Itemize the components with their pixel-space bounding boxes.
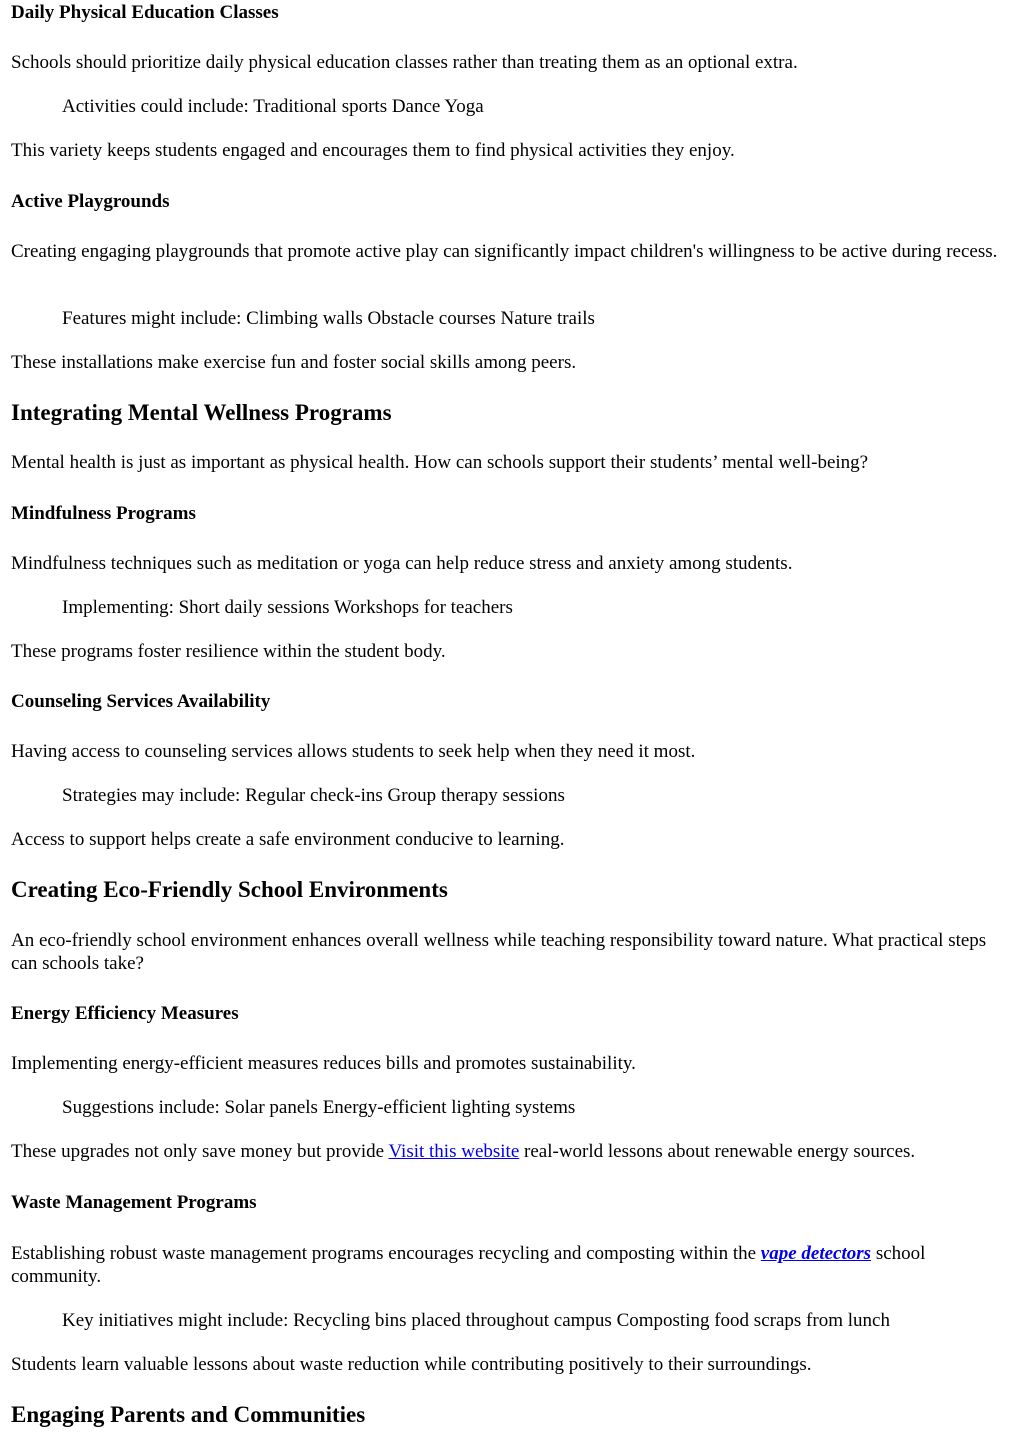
list-waste-initiatives: Key initiatives might include: Recycling bins placed throughout campus Composting food scraps from lunch xyxy=(62,1310,890,1331)
paragraph-waste-outro: Students learn valuable lessons about waste reduction while contributing positively to their surroundings. xyxy=(11,1354,812,1375)
heading-mental-wellness: Integrating Mental Wellness Programs xyxy=(11,400,392,425)
waste-intro-before: Establishing robust waste management programs encourages recycling and composting within the xyxy=(11,1243,761,1264)
heading-eco-friendly: Creating Eco-Friendly School Environments xyxy=(11,877,448,902)
paragraph-eco-intro: An eco-friendly school environment enhances overall wellness while teaching responsibility toward nature. What practical steps can schools take? xyxy=(11,930,987,974)
waste-intro-after: school community. xyxy=(11,1243,926,1287)
list-mindfulness-implementing: Implementing: Short daily sessions Workshops for teachers xyxy=(62,597,513,618)
list-playground-features: Features might include: Climbing walls Obstacle courses Nature trails xyxy=(62,308,595,329)
heading-daily-pe: Daily Physical Education Classes xyxy=(11,2,279,23)
energy-outro-after: real-world lessons about renewable energy sources. xyxy=(519,1141,916,1162)
paragraph-counseling-outro: Access to support helps create a safe environment conducive to learning. xyxy=(11,829,565,850)
heading-waste-management: Waste Management Programs xyxy=(11,1192,257,1213)
paragraph-daily-pe-intro: Schools should prioritize daily physical education classes rather than treating them as an optional extra. xyxy=(11,52,798,73)
heading-active-playgrounds: Active Playgrounds xyxy=(11,191,170,212)
list-energy-suggestions: Suggestions include: Solar panels Energy-efficient lighting systems xyxy=(62,1097,576,1118)
energy-outro-before: These upgrades not only save money but provide xyxy=(11,1141,389,1162)
visit-website-link[interactable]: Visit this website xyxy=(388,1141,520,1162)
heading-energy-efficiency: Energy Efficiency Measures xyxy=(11,1003,239,1024)
paragraph-playgrounds-intro: Creating engaging playgrounds that promote active play can significantly impact children's willingness to be active during recess. xyxy=(11,241,998,262)
paragraph-mindfulness-outro: These programs foster resilience within the student body. xyxy=(11,641,446,662)
paragraph-waste-intro xyxy=(11,1242,1011,1288)
paragraph-playgrounds-outro: These installations make exercise fun and foster social skills among peers. xyxy=(11,352,577,373)
paragraph-daily-pe-outro: This variety keeps students engaged and encourages them to find physical activities they enjoy. xyxy=(11,140,735,161)
paragraph-energy-outro xyxy=(11,1140,1011,1163)
paragraph-counseling-intro: Having access to counseling services allows students to seek help when they need it most. xyxy=(11,741,696,762)
heading-mindfulness: Mindfulness Programs xyxy=(11,503,196,524)
paragraph-mental-intro: Mental health is just as important as physical health. How can schools support their students’ mental well-being? xyxy=(11,452,869,473)
paragraph-energy-intro: Implementing energy-efficient measures reduces bills and promotes sustainability. xyxy=(11,1053,636,1074)
paragraph-mindfulness-intro: Mindfulness techniques such as meditation or yoga can help reduce stress and anxiety among students. xyxy=(11,553,793,574)
vape-detectors-link[interactable]: vape detectors xyxy=(760,1243,872,1264)
heading-counseling: Counseling Services Availability xyxy=(11,691,271,712)
list-counseling-strategies: Strategies may include: Regular check-ins Group therapy sessions xyxy=(62,785,565,806)
list-daily-pe-activities: Activities could include: Traditional sports Dance Yoga xyxy=(62,96,484,117)
heading-engaging-parents: Engaging Parents and Communities xyxy=(11,1402,366,1427)
